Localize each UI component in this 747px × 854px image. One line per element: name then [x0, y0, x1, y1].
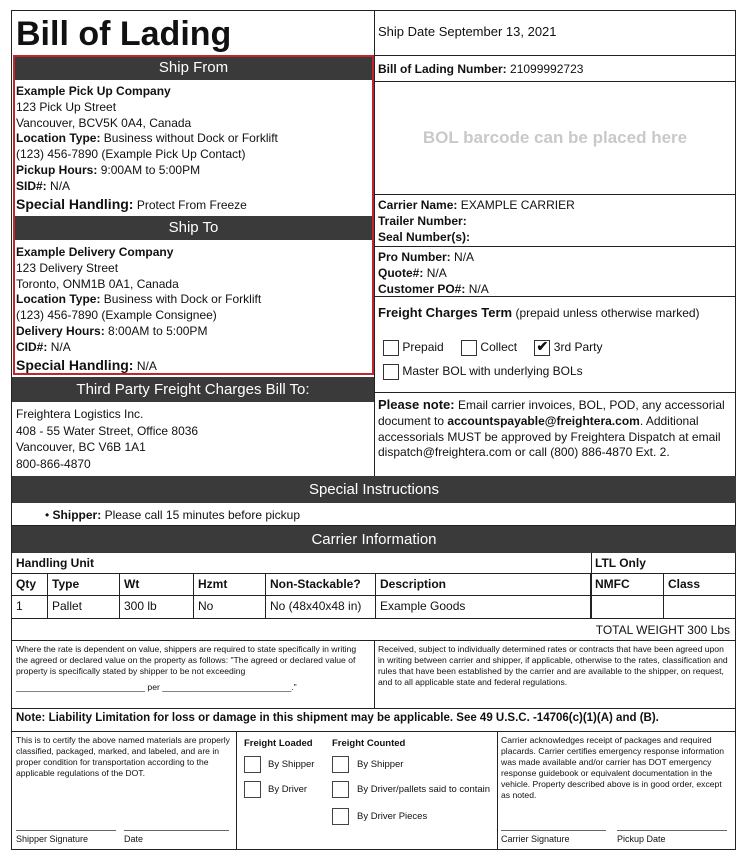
divider — [374, 246, 736, 247]
bol-number-value: 21099992723 — [510, 62, 584, 76]
third-party-header: Third Party Freight Charges Bill To: — [12, 377, 374, 402]
loaded-by-driver-label: By Driver — [268, 784, 308, 795]
loaded-by-shipper-checkbox[interactable] — [244, 756, 261, 773]
freight-terms-title — [378, 305, 700, 320]
col-class: Class — [664, 574, 736, 596]
ship-from-special-label: Special Handling: — [16, 195, 134, 212]
third-party-line2: 408 - 55 Water Street, Office 8036 — [16, 423, 199, 438]
please-note-label: Please note: — [378, 397, 455, 412]
ship-to-cid-label: CID#: — [16, 339, 48, 354]
ship-from-hours-value: 9:00AM to 5:00PM — [100, 162, 201, 177]
divider — [497, 731, 498, 850]
ship-to-special-value: N/A — [136, 358, 157, 373]
trailer-number-label: Trailer Number: — [378, 213, 467, 228]
counted-by-driver-pieces-label: By Driver Pieces — [357, 811, 428, 822]
row-type: Pallet — [48, 596, 120, 619]
freight-counted-title: Freight Counted — [332, 738, 406, 749]
row-wt: 300 lb — [120, 596, 194, 619]
col-qty: Qty — [12, 574, 48, 596]
declared-value-text — [16, 644, 370, 693]
loaded-by-shipper-label: By Shipper — [268, 759, 315, 770]
row-hzmt: No — [194, 596, 266, 619]
special-instructions-line — [45, 508, 300, 522]
carrier-name-value: EXAMPLE CARRIER — [460, 198, 575, 212]
counted-by-shipper-checkbox[interactable] — [332, 756, 349, 773]
ship-to-header: Ship To — [15, 216, 372, 240]
handling-unit-label: Handling Unit — [16, 556, 94, 570]
ship-to-special-label: Special Handling: — [16, 356, 134, 373]
ship-to-street: 123 Delivery Street — [16, 260, 119, 275]
pickup-date-label: Pickup Date — [617, 834, 666, 844]
carrier-information-header: Carrier Information — [12, 526, 736, 553]
special-instructions-label: Shipper: — [52, 508, 102, 522]
pro-number-value: N/A — [454, 250, 475, 264]
special-instructions-text: Please call 15 minutes before pickup — [104, 508, 301, 522]
carrier-block — [378, 198, 575, 245]
divider — [236, 731, 237, 850]
shipper-date-line[interactable] — [124, 830, 229, 831]
carrier-table-header — [12, 574, 736, 596]
divider — [374, 194, 736, 195]
divider — [374, 296, 736, 297]
ship-to-cid-value: N/A — [50, 339, 71, 354]
ship-to-location-label: Location Type: — [16, 292, 101, 307]
table-row — [12, 596, 736, 619]
third-party-line4: 800-866-4870 — [16, 456, 91, 471]
third-party-checkbox[interactable] — [534, 340, 550, 356]
ship-from-sid-value: N/A — [50, 178, 71, 193]
collect-label: Collect — [480, 340, 518, 355]
prepaid-checkbox[interactable] — [383, 340, 399, 356]
special-instructions-header: Special Instructions — [12, 476, 736, 503]
ship-from-special-value: Protect From Freeze — [136, 197, 247, 212]
ship-from-street: 123 Pick Up Street — [16, 99, 117, 114]
declared-value-per-line: ___________________________ per ___________________________." — [16, 682, 297, 692]
carrier-name-label: Carrier Name: — [378, 198, 458, 212]
freight-loaded-title: Freight Loaded — [244, 738, 313, 749]
ship-to-phone: (123) 456-7890 (Example Consignee) — [16, 308, 217, 323]
col-description: Description — [376, 574, 591, 596]
carrier-signature-label: Carrier Signature — [501, 834, 570, 844]
check-mark-icon: ✔ — [536, 338, 549, 354]
divider — [374, 392, 736, 393]
barcode-placeholder: BOL barcode can be placed here — [422, 128, 688, 147]
third-party-block — [16, 406, 198, 472]
loaded-by-driver-checkbox[interactable] — [244, 781, 261, 798]
divider — [374, 81, 736, 82]
pickup-date-line[interactable] — [617, 830, 727, 831]
declared-value-paragraph: Where the rate is dependent on value, shippers are required to state specifically in writing the agreed or declared value on the property as follows: "The agreed or declared value of property is specifically stated by shipper to be not exceeding — [16, 644, 357, 676]
counted-by-driver-pallets-label: By Driver/pallets said to contain — [357, 784, 491, 795]
counted-by-shipper-label: By Shipper — [357, 759, 404, 770]
please-note-text1: Email carrier invoices, BOL, POD, any accessorial document to — [378, 398, 725, 428]
received-text: Received, subject to individually determined rates or contracts that have been agreed upon in writing between carrier and shipper, if applicable, otherwise to the rates, classification and rules that have been established by the carrier and are available to the shipper, on request, and to all applicable state and federal regulations. — [378, 644, 728, 687]
ship-to-city: Toronto, ONM1B 0A1, Canada — [16, 276, 179, 291]
row-class — [664, 596, 736, 619]
col-wt: Wt — [120, 574, 194, 596]
freight-terms-label: Freight Charges Term — [378, 305, 513, 320]
ship-to-hours-value: 8:00AM to 5:00PM — [108, 323, 208, 338]
please-note — [378, 397, 730, 461]
freight-terms-options — [383, 340, 602, 356]
freight-terms-subtitle: (prepaid unless otherwise marked) — [515, 306, 700, 320]
divider — [12, 708, 736, 709]
col-hzmt: Hzmt — [194, 574, 266, 596]
divider — [12, 731, 736, 732]
seal-number-label: Seal Number(s): — [378, 229, 471, 244]
bullet-icon: • — [45, 508, 50, 522]
divider — [374, 640, 375, 708]
col-type: Type — [48, 574, 120, 596]
ship-from-company: Example Pick Up Company — [16, 84, 171, 98]
ship-from-location-label: Location Type: — [16, 131, 101, 146]
ship-to-company: Example Delivery Company — [16, 245, 174, 259]
shipper-date-label: Date — [124, 834, 144, 844]
third-party-label: 3rd Party — [553, 340, 603, 355]
customer-po-value: N/A — [468, 281, 489, 296]
third-party-line3: Vancouver, BC V6B 1A1 — [16, 440, 146, 454]
bol-number-label: Bill of Lading Number: — [378, 62, 507, 76]
pro-number-label: Pro Number: — [378, 250, 451, 264]
row-nmfc — [591, 596, 664, 619]
ltl-only-label: LTL Only — [595, 556, 646, 570]
shipper-signature-line[interactable] — [16, 830, 116, 831]
prepaid-label: Prepaid — [402, 340, 444, 355]
row-qty: 1 — [12, 596, 48, 619]
carrier-signature-line[interactable] — [501, 830, 606, 831]
ship-from-city: Vancouver, BCV5K 0A4, Canada — [16, 115, 192, 130]
collect-checkbox[interactable] — [461, 340, 477, 356]
customer-po-label: Customer PO#: — [378, 281, 466, 296]
master-bol-label: Master BOL with underlying BOLs — [402, 364, 583, 379]
please-note-email: accountspayable@freightera.com — [447, 413, 640, 428]
certify-text: This is to certify the above named materials are properly classified, packaged, marked, and labeled, and are in proper condition for transportation according to the applicable regulations of the DOT. — [16, 735, 230, 778]
ship-from-block — [16, 84, 371, 213]
document-title: Bill of Lading — [16, 15, 232, 53]
carrier-ack-text: Carrier acknowledges receipt of packages and required placards. Carrier certifies emergency response information was made available and/or carrier has DOT emergency response guidebook or equivalent documentation in the vehicle. Property described above is in good order, except as noted. — [501, 735, 725, 800]
liability-note: Note: Liability Limitation for loss or damage in this shipment may be applicable. See 49 U.S.C. -14706(c)(1)(A) and (B). — [16, 712, 659, 724]
master-bol-checkbox[interactable] — [383, 364, 399, 380]
reference-block — [378, 250, 489, 297]
quote-label: Quote#: — [378, 265, 424, 280]
divider — [374, 55, 736, 56]
ship-from-header: Ship From — [15, 57, 372, 80]
ship-to-hours-label: Delivery Hours: — [16, 323, 105, 338]
master-bol-option — [383, 364, 583, 380]
ship-from-sid-label: SID#: — [16, 178, 47, 193]
shipper-signature-label: Shipper Signature — [16, 834, 89, 844]
ship-to-block — [16, 245, 371, 374]
third-party-line1: Freightera Logistics Inc. — [16, 407, 144, 421]
bol-number — [378, 62, 583, 76]
ship-date: Ship Date September 13, 2021 — [378, 24, 557, 39]
ship-from-hours-label: Pickup Hours: — [16, 162, 98, 177]
counted-by-driver-pallets-checkbox[interactable] — [332, 781, 349, 798]
center-divider — [374, 10, 375, 476]
col-nmfc: NMFC — [591, 574, 664, 596]
counted-by-driver-pieces-checkbox[interactable] — [332, 808, 349, 825]
row-description: Example Goods — [376, 596, 591, 619]
ship-to-location-value: Business with Dock or Forklift — [103, 292, 262, 307]
quote-value: N/A — [426, 265, 447, 280]
col-non-stackable: Non-Stackable? — [266, 574, 376, 596]
row-non-stackable: No (48x40x48 in) — [266, 596, 376, 619]
please-note-text2: . Additional accessorials MUST be approved by Freightera Dispatch at email dispatch@freightera.com or call (800) 886-4870 Ext. 2. — [378, 413, 721, 460]
ship-from-phone: (123) 456-7890 (Example Pick Up Contact) — [16, 147, 246, 162]
total-weight: TOTAL WEIGHT 300 Lbs — [595, 623, 730, 637]
ship-from-location-value: Business without Dock or Forklift — [103, 131, 278, 146]
